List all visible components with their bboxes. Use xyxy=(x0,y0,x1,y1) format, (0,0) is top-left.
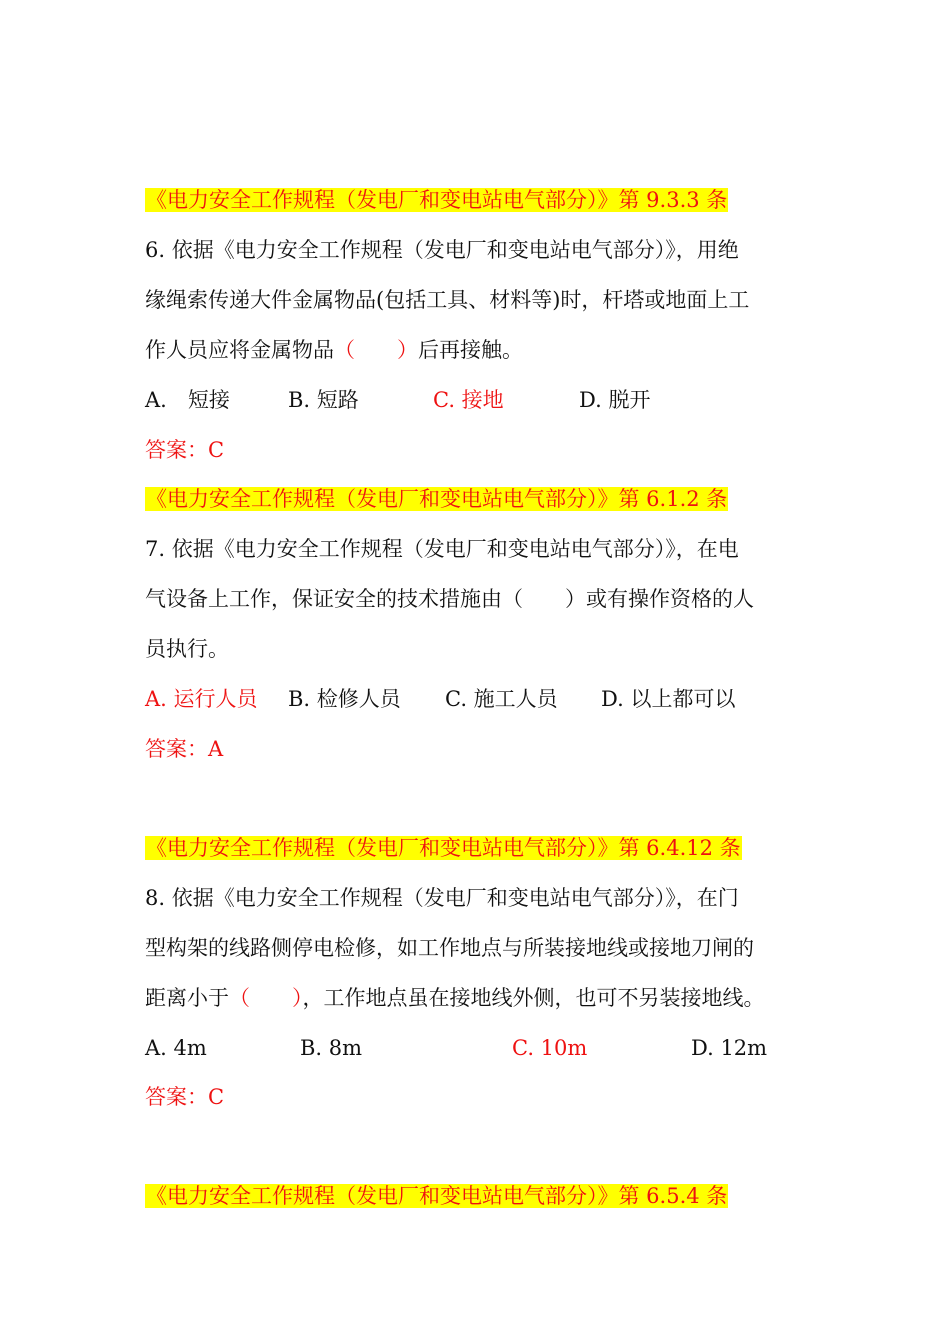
question-text: 作人员应将金属物品 xyxy=(145,338,334,362)
regulation-reference xyxy=(145,833,742,863)
question-8-text-line-2: 型构架的线路侧停电检修，如工作地点与所装接地线或接地刀闸的 xyxy=(145,936,754,960)
option-d: D. 以上都可以 xyxy=(601,687,736,711)
answer-blank: （ ） xyxy=(229,986,303,1010)
option-a: A. 短接 xyxy=(145,388,230,412)
question-8-text-line-3 xyxy=(145,983,765,1013)
regulation-reference xyxy=(145,484,728,514)
question-text: ，工作地点虽在接地线外侧，也可不另装接地线。 xyxy=(302,986,765,1010)
option-c: C. 施工人员 xyxy=(445,687,558,711)
reference-highlight: 《电力安全工作规程（发电厂和变电站电气部分）》第 6.4.12 条 xyxy=(146,836,741,860)
question-7-text-line-3: 员执行。 xyxy=(145,637,229,661)
option-a-correct: A. 运行人员 xyxy=(145,687,258,711)
question-6-text-line-3 xyxy=(145,335,523,365)
question-text: 距离小于 xyxy=(145,986,229,1010)
question-7-options xyxy=(145,684,845,714)
question-7-text-line-2: 气设备上工作，保证安全的技术措施由（ ）或有操作资格的人 xyxy=(145,587,754,611)
question-6-answer: 答案：C xyxy=(145,438,225,462)
question-6-options xyxy=(145,385,845,415)
question-7-answer: 答案：A xyxy=(145,737,224,761)
option-b: B. 短路 xyxy=(288,388,359,412)
question-7-text-line-1: 7. 依据《电力安全工作规程（发电厂和变电站电气部分）》，在电 xyxy=(145,537,739,561)
option-c-correct: C. 接地 xyxy=(433,388,504,412)
question-text: 后再接触。 xyxy=(418,338,523,362)
option-d: D. 12m xyxy=(691,1036,768,1060)
option-b: B. 检修人员 xyxy=(288,687,401,711)
regulation-reference xyxy=(145,185,728,215)
question-8-options xyxy=(145,1033,845,1063)
reference-highlight: 《电力安全工作规程（发电厂和变电站电气部分）》第 6.1.2 条 xyxy=(146,487,728,511)
question-6-text-line-2: 缘绳索传递大件金属物品(包括工具、材料等)时，杆塔或地面上工 xyxy=(145,288,750,312)
reference-highlight: 《电力安全工作规程（发电厂和变电站电气部分）》第 6.5.4 条 xyxy=(146,1184,728,1208)
regulation-reference xyxy=(145,1181,728,1211)
reference-highlight: 《电力安全工作规程（发电厂和变电站电气部分）》第 9.3.3 条 xyxy=(146,188,728,212)
option-d: D. 脱开 xyxy=(579,388,651,412)
option-b: B. 8m xyxy=(300,1036,363,1060)
option-a: A. 4m xyxy=(145,1036,207,1060)
option-c-correct: C. 10m xyxy=(512,1036,588,1060)
answer-blank: （ ） xyxy=(334,338,418,362)
question-8-answer: 答案：C xyxy=(145,1085,225,1109)
question-6-text-line-1: 6. 依据《电力安全工作规程（发电厂和变电站电气部分）》，用绝 xyxy=(145,238,739,262)
question-8-text-line-1: 8. 依据《电力安全工作规程（发电厂和变电站电气部分）》，在门 xyxy=(145,886,739,910)
